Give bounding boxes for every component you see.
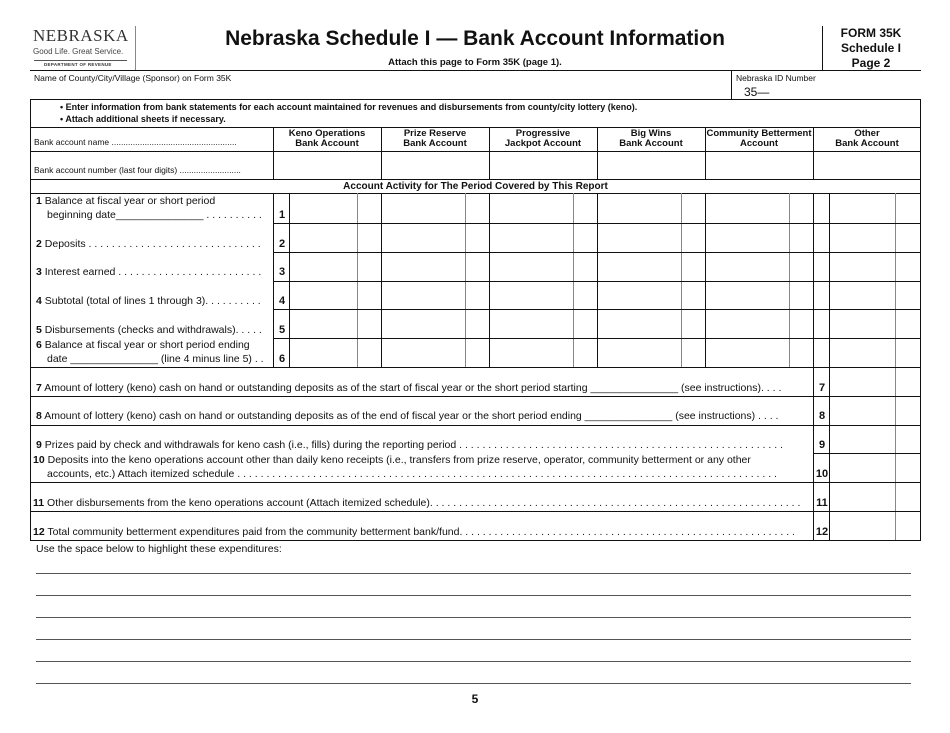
instruction-1: • Enter information from bank statements for each account maintained for revenues and disbursements from county/city lottery (keno). (60, 102, 638, 112)
activity-heading: Account Activity for The Period Covered by This Report (343, 181, 608, 192)
amount-field-keno-line5[interactable] (290, 310, 380, 337)
line-8-box-num: 8 (818, 410, 826, 422)
account-name-field-keno[interactable] (274, 152, 380, 178)
highlight-label: Use the space below to highlight these expenditures: (36, 543, 282, 555)
line-3-num: 3 (36, 266, 42, 278)
sponsor-name-field[interactable] (32, 84, 728, 98)
line-4-num: 4 (36, 295, 42, 307)
row-rule-11 (30, 511, 921, 512)
table-left-border (30, 99, 31, 540)
line-12-num: 12 (33, 526, 45, 538)
amount-field-keno-line4[interactable] (290, 282, 380, 308)
form-number: FORM 35K (840, 26, 902, 40)
activity-top-rule (30, 179, 921, 180)
bank-account-name-text: Bank account name (34, 137, 110, 147)
sponsor-name-label: Name of County/City/Village (Sponsor) on Form 35K (34, 73, 232, 83)
col-header-community-l2: Account (740, 138, 778, 149)
amount-field-line9[interactable] (830, 426, 919, 452)
cents-tick-3 (573, 193, 574, 367)
account-name-field-prize[interactable] (382, 152, 488, 178)
line-7-box-num: 7 (818, 382, 826, 394)
grid-v-4 (597, 193, 598, 367)
schedule-label: Schedule I (840, 41, 902, 55)
line-7-text: Amount of lottery (keno) cash on hand or outstanding deposits as of the start of fiscal year or the short period starting _______________ (see instructions). . . . (44, 382, 782, 394)
table-right-border (920, 99, 921, 540)
agency-name: NEBRASKA (33, 26, 129, 45)
col-header-progressive-l1: Progressive (515, 128, 571, 139)
cents-tick-2 (465, 193, 466, 367)
col-header-prize-l2: Bank Account (403, 138, 467, 149)
amount-field-keno-line3[interactable] (290, 253, 380, 280)
line-10-label-b: accounts, etc.) Attach itemized schedule . . . . . . . . . . . . . . . . . . . . . . . . . . . . . . . . . . . . . . . . . . . . . . . . . . . . . . . . . . . . . . . . . . . . . . . . . . . . . . . . . . . . . . . . . . . . . (47, 468, 777, 480)
col-header-prize (382, 129, 488, 149)
line-5-text: Disbursements (checks and withdrawals). . . . . (44, 324, 262, 336)
id-divider (731, 70, 732, 100)
line-11-text: Other disbursements from the keno operations account (Attach itemized schedule). . . . . . . . . . . . . . . . . . . . . . . . . . . . . . . . . . . . . . . . . . . . . . . . . . . . . . . . . . . . . . . . (47, 497, 801, 509)
line-10-label (33, 454, 751, 466)
amount-field-line10[interactable] (830, 454, 919, 481)
amount-field-keno-line2[interactable] (290, 224, 380, 251)
col-header-progressive-l2: Jackpot Account (504, 138, 582, 149)
row-rule-7 (30, 396, 921, 397)
line-2-num: 2 (36, 238, 42, 250)
page-subtitle: Attach this page to Form 35K (page 1). (388, 57, 562, 68)
page-label: Page 2 (851, 56, 891, 70)
bank-account-name-label: Bank account name ..................................................... (34, 137, 237, 147)
amount-field-keno-line6[interactable] (290, 339, 380, 366)
account-name-field-bigwins[interactable] (598, 152, 704, 178)
line-6-num: 6 (36, 339, 42, 351)
line-1-text-a: Balance at fiscal year or short period (44, 195, 216, 207)
activity-bottom-rule (30, 193, 921, 194)
row-rule-10 (30, 482, 921, 483)
cents-tick-4 (681, 193, 682, 367)
line-6-text-a: Balance at fiscal year or short period ending (44, 339, 250, 351)
line-7-label (36, 382, 781, 394)
line-1-label (36, 195, 215, 207)
bank-account-number-text: Bank account number (last four digits) (34, 165, 178, 175)
line-9-label (36, 439, 806, 451)
line-8-num: 8 (36, 410, 42, 422)
page-number: 5 (471, 692, 479, 706)
line-11-num: 11 (33, 497, 45, 509)
instruction-2: • Attach additional sheets if necessary. (60, 114, 226, 124)
col-header-keno (274, 129, 380, 149)
nebraska-id-prefix: 35— (744, 85, 770, 99)
line-7-num: 7 (36, 382, 42, 394)
amount-field-keno-line1[interactable] (290, 194, 380, 222)
line-2-box-num: 2 (278, 238, 286, 250)
line-6-box-num: 6 (278, 353, 286, 365)
line-1-box-num: 1 (278, 209, 286, 221)
account-name-field-progressive[interactable] (490, 152, 596, 178)
agency-tagline: Good Life. Great Service. (33, 47, 124, 56)
col-header-community (706, 129, 812, 149)
logo-divider (135, 26, 136, 70)
line-2-text: Deposits . . . . . . . . . . . . . . . . . . . . . . . . . . . . . . (44, 238, 261, 250)
col-header-other (814, 129, 920, 149)
row-rule-8 (30, 425, 921, 426)
writing-line-6[interactable] (36, 683, 911, 684)
amount-field-line8[interactable] (830, 397, 919, 424)
line-2-label (36, 238, 261, 250)
logo-rule (34, 60, 127, 61)
col-header-community-l1: Community Betterment (706, 128, 812, 139)
col-header-other-l2: Bank Account (835, 138, 899, 149)
form-id-divider (822, 26, 823, 70)
writing-line-2[interactable] (36, 595, 911, 596)
amount-field-line12[interactable] (830, 512, 919, 539)
line-9-text: Prizes paid by check and withdrawals for keno cash (i.e., fills) during the reporting period . . . . . . . . . . . . . . . . . . . . . . . . . . . . . . . . . . . . . . . . . . . . . . . . . . . . . . . . (44, 439, 783, 451)
grid-v-2 (381, 193, 382, 367)
line-6-label-b: date _______________ (line 4 minus line 5) . . (47, 353, 264, 365)
line-11-box-num: 11 (816, 497, 828, 509)
line-12-label (33, 526, 806, 538)
grid-v-5 (705, 193, 706, 367)
line-10-num: 10 (33, 454, 45, 466)
department-name: DEPARTMENT OF REVENUE (44, 62, 112, 67)
line-1-label-b: beginning date_______________ . . . . . . . . . . (47, 209, 262, 221)
col-header-keno-l1: Keno Operations (288, 128, 366, 139)
line-12-box-num: 12 (815, 526, 829, 538)
line-8-label (36, 410, 778, 422)
line-4-label (36, 295, 261, 307)
sponsor-top-rule (30, 70, 921, 71)
nebraska-id-field[interactable] (770, 84, 918, 98)
account-name-field-other[interactable] (814, 152, 919, 178)
nebraska-id-label: Nebraska ID Number (736, 73, 816, 83)
bank-account-number-label: Bank account number (last four digits) .......................... (34, 165, 241, 175)
line-3-text: Interest earned . . . . . . . . . . . . . . . . . . . . . . . . . (44, 266, 262, 278)
line-3-box-num: 3 (278, 266, 286, 278)
writing-line-5[interactable] (36, 661, 911, 662)
page-title: Nebraska Schedule I — Bank Account Information (225, 27, 725, 50)
instructions-top-rule (30, 99, 921, 100)
line-num-divider (273, 193, 274, 367)
line-5-label (36, 324, 262, 336)
line-9-box-num: 9 (818, 439, 826, 451)
grid-v-3 (489, 193, 490, 367)
line-9-num: 9 (36, 439, 42, 451)
line-6-label (36, 339, 250, 351)
amount-field-line7[interactable] (830, 368, 919, 395)
row-rule-12 (30, 540, 921, 541)
line-1-num: 1 (36, 195, 42, 207)
col-header-keno-l2: Bank Account (295, 138, 359, 149)
line-5-num: 5 (36, 324, 42, 336)
line-12-text: Total community betterment expenditures paid from the community betterment bank/fund. . . . . . . . . . . . . . . . . . . . . . . . . . . . . . . . . . . . . . . . . . . . . . . . . . . . . . . . . . (47, 526, 795, 538)
cents-tick-5 (789, 193, 790, 367)
writing-line-1[interactable] (36, 573, 911, 574)
col-header-progressive (490, 129, 596, 149)
col-header-bigwins (598, 129, 704, 149)
writing-line-3[interactable] (36, 617, 911, 618)
line-10-box-num: 10 (815, 468, 829, 480)
line-8-text: Amount of lottery (keno) cash on hand or outstanding deposits as of the end of fiscal year or the short period ending _______________ (see instructions) . . . . (44, 410, 779, 422)
amount-field-line11[interactable] (830, 483, 919, 510)
line-4-text: Subtotal (total of lines 1 through 3). . . . . . . . . . (44, 295, 261, 307)
row-rule-6 (30, 367, 921, 368)
line-11-label (33, 497, 806, 509)
line-10-text-a: Deposits into the keno operations account other than daily keno receipts (i.e., transfers from prize reserve, operator, community betterment or any other (47, 454, 751, 466)
writing-line-4[interactable] (36, 639, 911, 640)
line-5-box-num: 5 (278, 324, 286, 336)
line-3-label (36, 266, 261, 278)
col-header-other-l1: Other (854, 128, 880, 139)
col-header-prize-l1: Prize Reserve (403, 128, 467, 139)
col-header-bigwins-l1: Big Wins (630, 128, 672, 139)
account-name-field-community[interactable] (706, 152, 812, 178)
line-4-box-num: 4 (278, 295, 286, 307)
col-header-bigwins-l2: Bank Account (619, 138, 683, 149)
